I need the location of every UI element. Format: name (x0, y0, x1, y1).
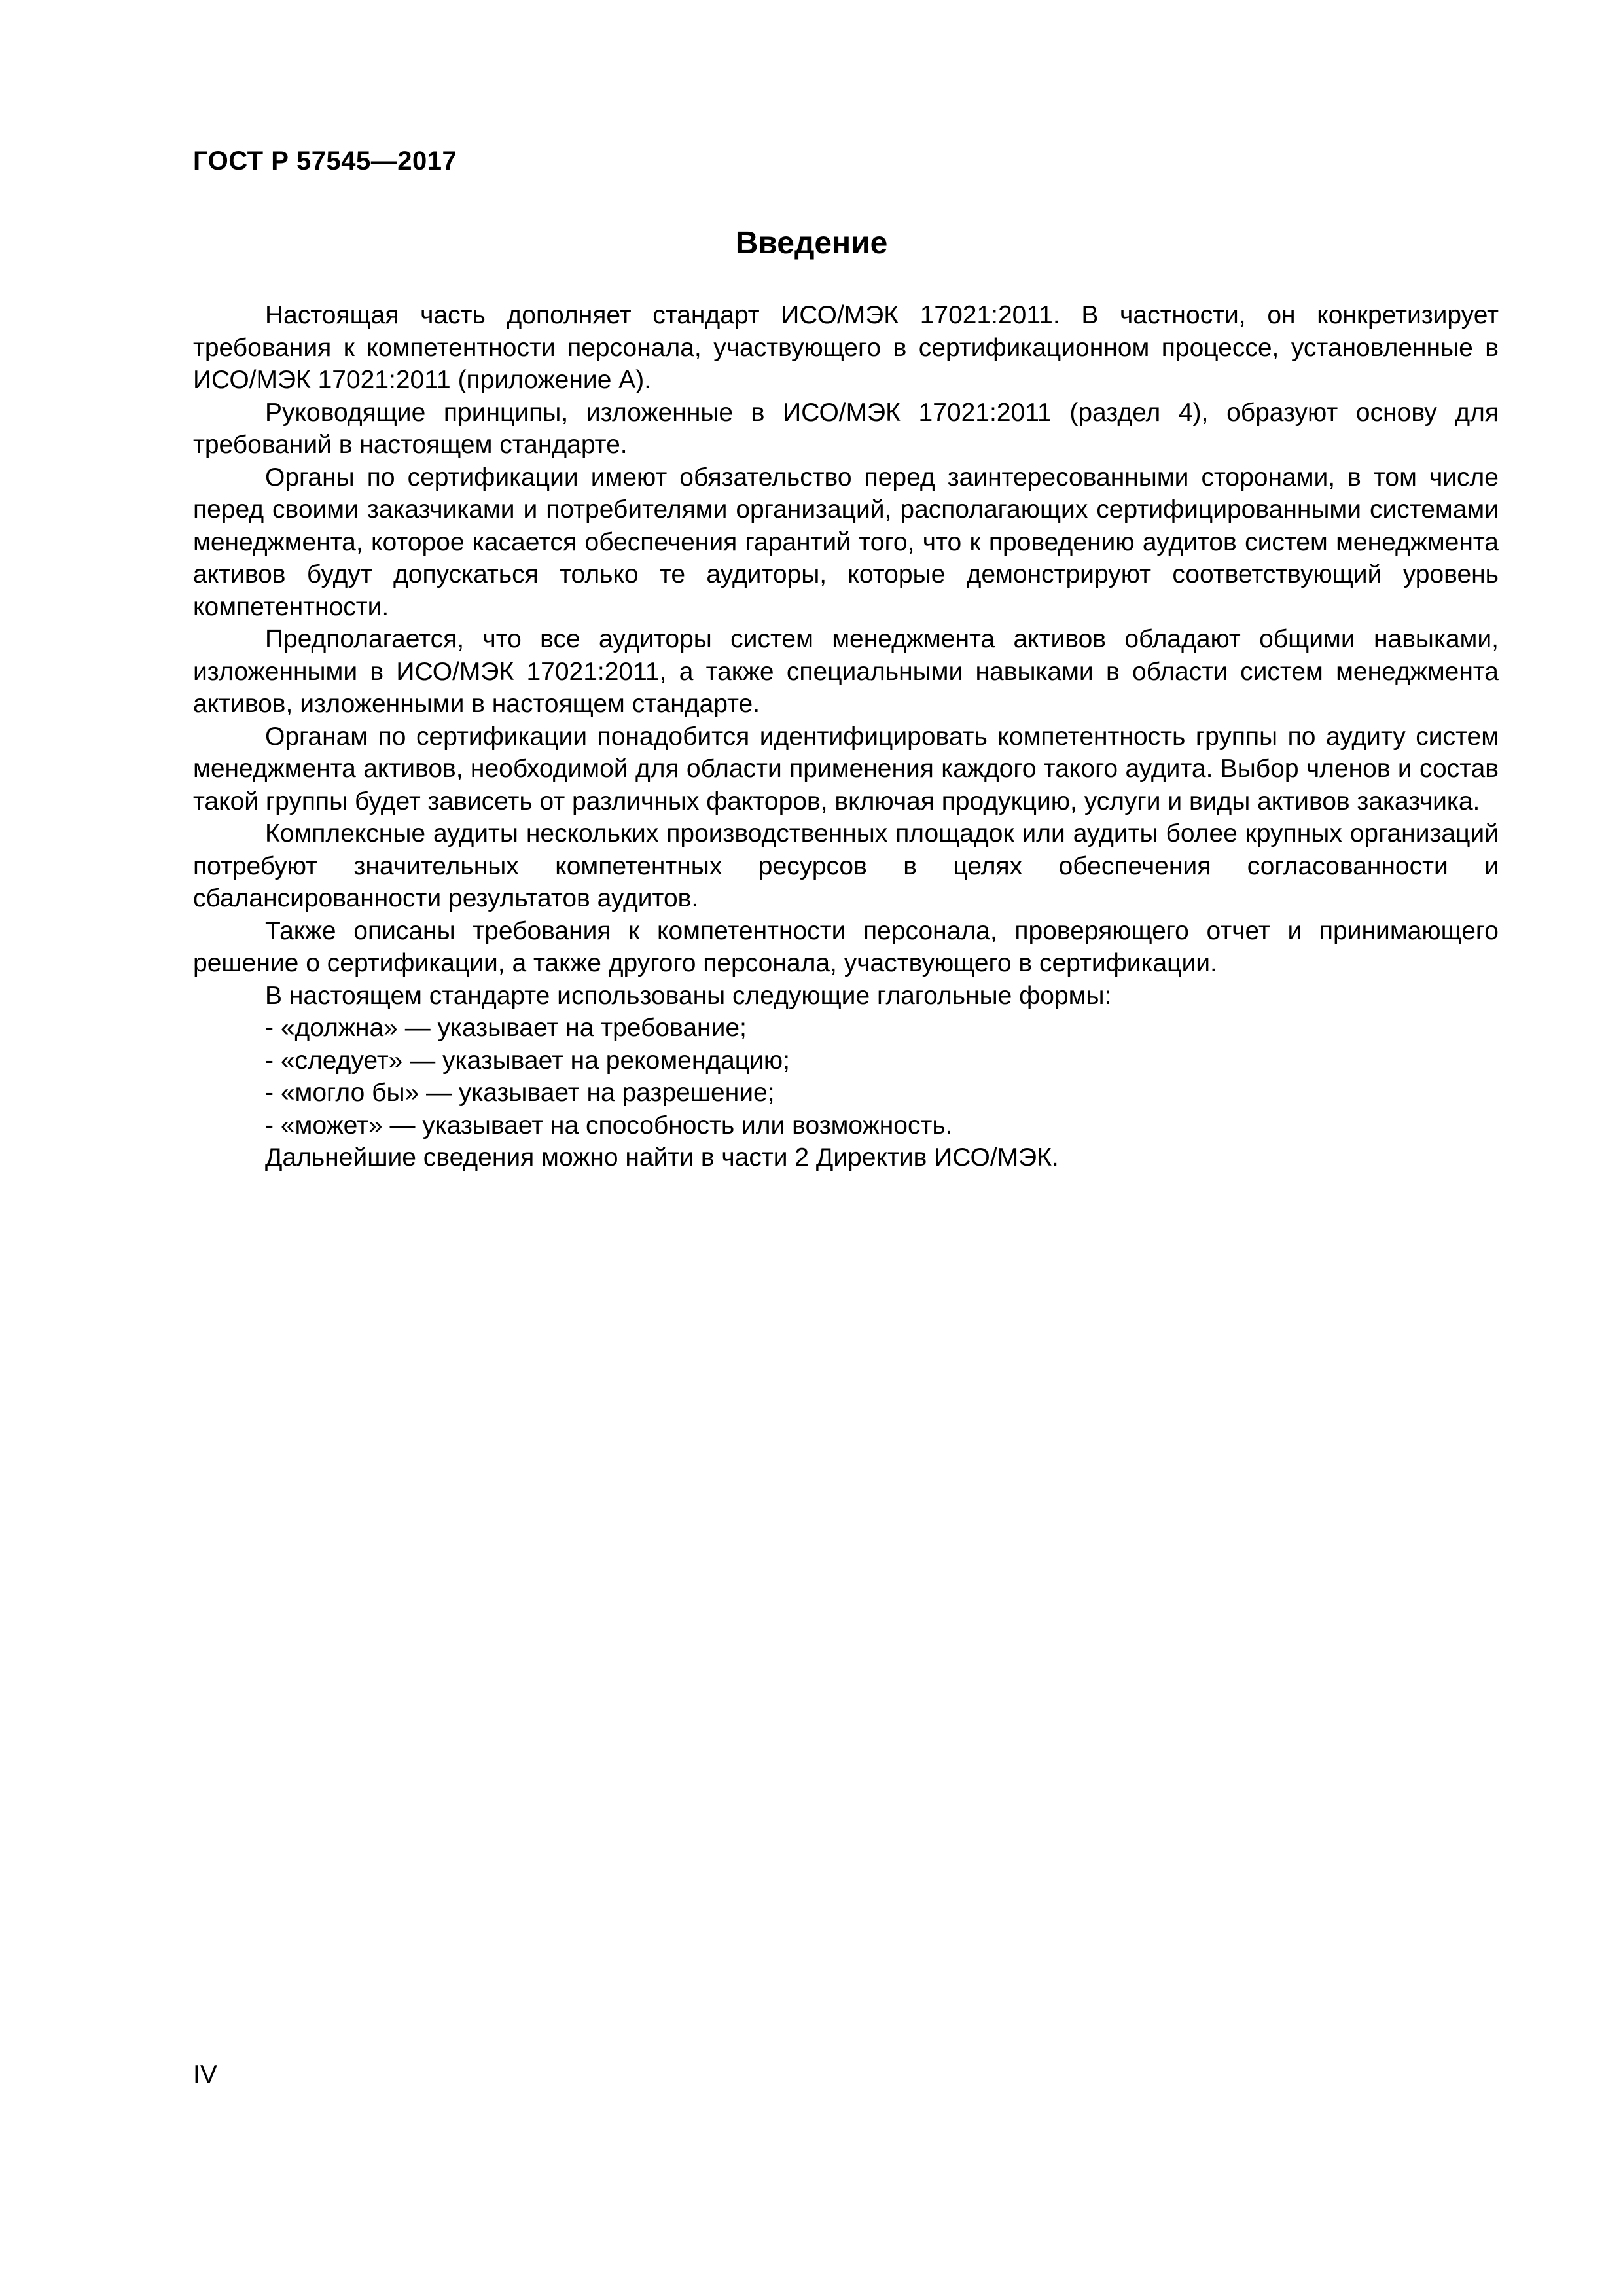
standard-code: ГОСТ Р 57545—2017 (193, 147, 457, 175)
page-number: IV (193, 2060, 217, 2089)
paragraph: Органам по сертификации понадобится идентифицировать компетентность группы по аудиту систем менеджмента активов, необходимой для области применения каждого такого аудита. Выбор членов и состав такой группы будет зависеть от различных факторов, включая продукцию, услуги и виды активов заказчика. (193, 722, 1499, 816)
paragraph: В настоящем стандарте использованы следующие глагольные формы: (265, 981, 1112, 1010)
document-body (193, 299, 1499, 1174)
paragraph: Руководящие принципы, изложенные в ИСО/МЭК 17021:2011 (раздел 4), образуют основу для требований в настоящем стандарте. (193, 398, 1499, 459)
closing-paragraph: Дальнейшие сведения можно найти в части 2 Директив ИСО/МЭК. (265, 1143, 1059, 1172)
list-item: - «может» — указывает на способность или возможность. (265, 1111, 953, 1139)
paragraph: Настоящая часть дополняет стандарт ИСО/МЭК 17021:2011. В частности, он конкретизирует требования к компетентности персонала, участвующего в сертификационном процессе, установленные в ИСО/МЭК 17021:2011 (приложение А). (193, 301, 1499, 394)
section-title: Введение (735, 226, 888, 260)
paragraph: Предполагается, что все аудиторы систем менеджмента активов обладают общими навыками, изложенными в ИСО/МЭК 17021:2011, а также специальными навыками в области систем менеджмента активов, изложенными в настоящем стандарте. (193, 625, 1499, 718)
paragraph: Органы по сертификации имеют обязательство перед заинтересованными сторонами, в том числе перед своими заказчиками и потребителями организаций, располагающих сертифицированными системами менеджмента, которое касается обеспечения гарантий того, что к проведению аудитов систем менеджмента активов будут допускаться только те аудиторы, которые демонстрируют соответствующий уровень компетентности. (193, 463, 1499, 621)
list-item: - «должна» — указывает на требование; (265, 1014, 747, 1042)
paragraph: Комплексные аудиты нескольких производственных площадок или аудиты более крупных организаций потребуют значительных компетентных ресурсов в целях обеспечения согласованности и сбалансированности результатов аудитов. (193, 819, 1499, 912)
list-item: - «следует» — указывает на рекомендацию; (265, 1046, 791, 1075)
paragraph: Также описаны требования к компетентности персонала, проверяющего отчет и принимающего решение о сертификации, а также другого персонала, участвующего в сертификации. (193, 916, 1499, 977)
list-item: - «могло бы» — указывает на разрешение; (265, 1079, 775, 1107)
